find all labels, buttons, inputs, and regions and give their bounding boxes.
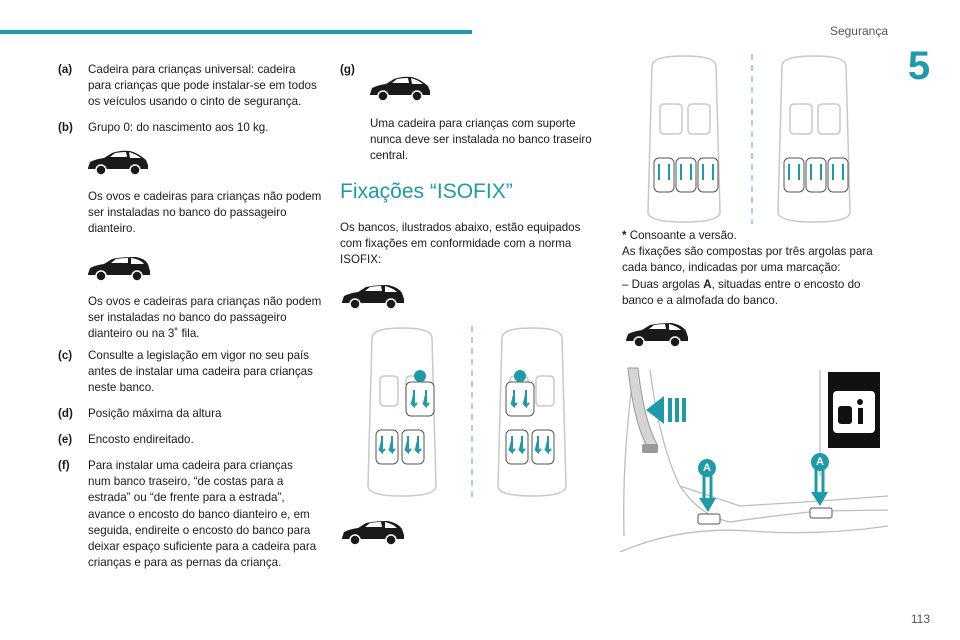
isofix-seat-diagram-middle	[362, 326, 602, 498]
footnote-text: Consoante a versão.	[626, 229, 737, 242]
note-third-row: Os ovos e cadeiras para crianças não podem ser instaladas no banco do passageiro dianteiro ou na 3˚ fila.	[88, 295, 322, 341]
list-item-b	[58, 120, 318, 136]
chapter-number: 5	[907, 44, 931, 88]
list-item-f	[58, 458, 318, 571]
footnote-marker: *	[622, 229, 627, 242]
isofix-seat-diagram-top	[640, 54, 870, 224]
header-accent-bar	[0, 30, 472, 34]
page-number: 113	[910, 612, 930, 626]
note-center-seat: Uma cadeira para crianças com suporte nunca deve ser instalada no banco traseiro central.	[370, 117, 592, 163]
item-label: (b)	[58, 121, 73, 134]
item-text: Para instalar uma cadeira para crianças num banco traseiro, “de costas para a estrada” ou “de frente para a estrada”, avance o encosto do banco dianteiro e, em seguida, endireite o encosto do banco para deixar espaço suficiente para a cadeira para crianças e para as pernas da criança.	[88, 459, 317, 570]
middle-column	[340, 62, 610, 582]
item-text: Cadeira para crianças universal: cadeira para crianças que pode instalar-se em todos os veículos usando o cinto de segurança.	[88, 63, 317, 109]
car-icon	[368, 74, 432, 102]
bullet-rest: , situadas entre o encosto do banco e a almofada do banco.	[622, 277, 861, 307]
list-item-e	[58, 432, 318, 448]
car-icon	[340, 282, 406, 310]
item-label: (a)	[58, 63, 73, 76]
list-item-c	[58, 348, 318, 397]
left-column	[58, 62, 328, 582]
anchor-label: A	[698, 459, 716, 477]
car-icon	[340, 518, 406, 546]
item-label: (f)	[58, 459, 70, 472]
isofix-anchor-illustration	[620, 366, 890, 552]
item-label: (e)	[58, 433, 73, 446]
car-icon	[86, 254, 152, 282]
list-item-a	[58, 62, 318, 111]
item-label: (c)	[58, 349, 73, 362]
anchor-label: A	[811, 453, 829, 471]
right-column	[622, 228, 888, 309]
item-text: Consulte a legislação em vigor no seu país antes de instalar uma cadeira para crianças neste banco.	[88, 349, 313, 395]
car-icon	[624, 320, 690, 348]
list-item-d	[58, 406, 318, 422]
anchor-bullet	[622, 277, 888, 309]
item-text: Posição máxima da altura	[88, 407, 222, 420]
item-text: Encosto endireitado.	[88, 433, 194, 446]
anchor-description: As fixações são compostas por três argolas para cada banco, indicadas por uma marcação:	[622, 245, 873, 275]
item-label: (d)	[58, 407, 73, 420]
footnote	[622, 228, 888, 244]
car-icon	[86, 148, 150, 176]
note-front-passenger: Os ovos e cadeiras para crianças não podem ser instaladas no banco do passageiro dianteiro.	[88, 190, 322, 236]
bullet-prefix: – Duas argolas	[622, 277, 704, 291]
section-title-header: Segurança	[829, 24, 888, 38]
isofix-section-title: Fixações “ISOFIX”	[340, 180, 513, 203]
item-label-g: (g)	[340, 63, 355, 76]
isofix-intro: Os bancos, ilustrados abaixo, estão equipados com fixações em conformidade com a norma ISOFIX:	[340, 221, 581, 267]
bullet-bold: A	[703, 277, 712, 291]
item-text: Grupo 0: do nascimento aos 10 kg.	[88, 121, 269, 134]
